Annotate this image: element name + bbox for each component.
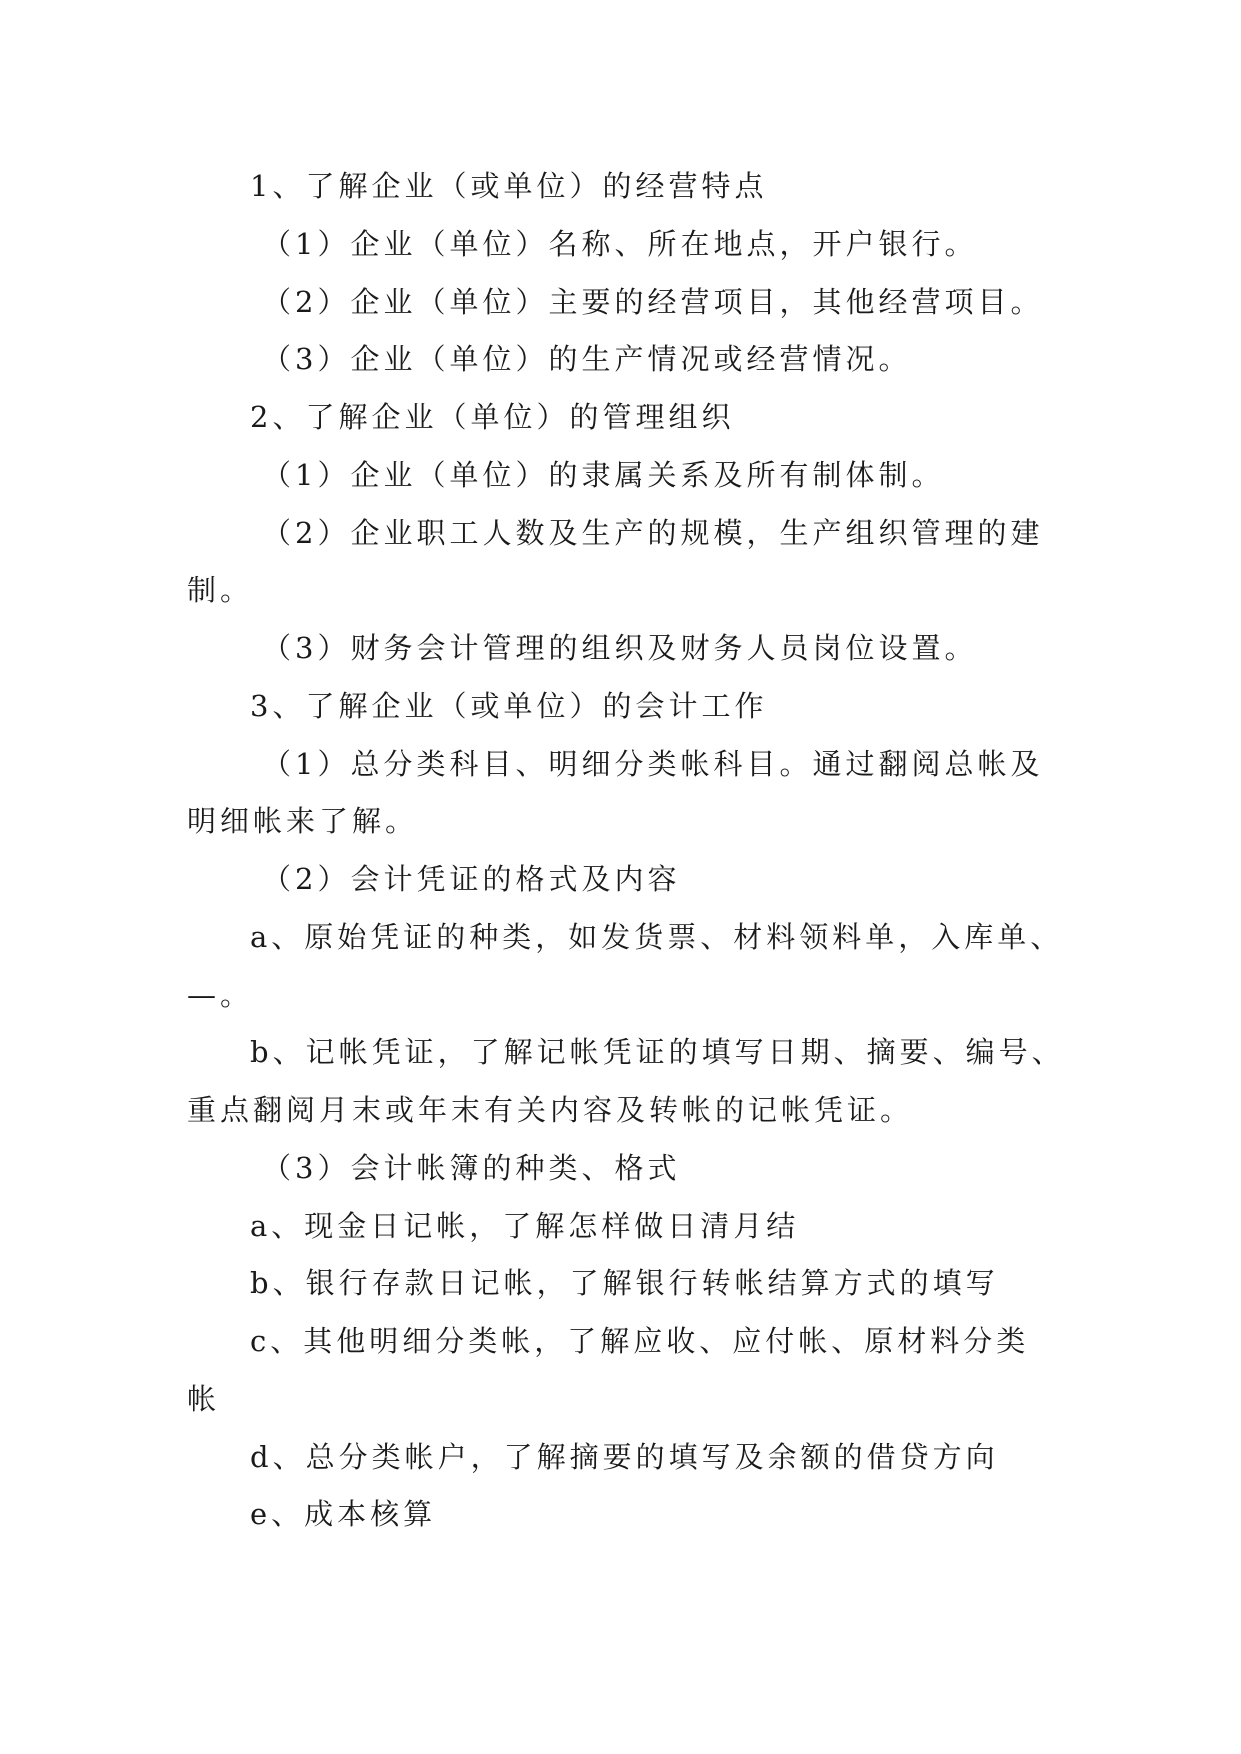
paragraph-line: 制。 — [187, 573, 254, 607]
paragraph-line: 明细帐来了解。 — [187, 804, 419, 838]
paragraph-line: c、其他明细分类帐，了解应收、应付帐、原材料分类 — [250, 1324, 1030, 1358]
paragraph-line: b、银行存款日记帐，了解银行转帐结算方式的填写 — [250, 1266, 999, 1300]
paragraph-line: b、记帐凭证，了解记帐凭证的填写日期、摘要、编号、 — [250, 1035, 1065, 1069]
paragraph-line: a、现金日记帐，了解怎样做日清月结 — [250, 1209, 800, 1243]
paragraph-line: （3）企业（单位）的生产情况或经营情况。 — [262, 342, 912, 376]
heading-3: 3、了解企业（或单位）的会计工作 — [250, 689, 768, 723]
paragraph-line: （2）企业（单位）主要的经营项目，其他经营项目。 — [262, 285, 1044, 319]
heading-1: 1、了解企业（或单位）的经营特点 — [250, 169, 768, 203]
paragraph-line: （1）企业（单位）的隶属关系及所有制体制。 — [262, 458, 945, 492]
paragraph-line: （3）财务会计管理的组织及财务人员岗位设置。 — [262, 631, 978, 665]
paragraph-line: d、总分类帐户，了解摘要的填写及余额的借贷方向 — [250, 1440, 999, 1474]
paragraph-line: （1）企业（单位）名称、所在地点，开户银行。 — [262, 227, 978, 261]
heading-2: 2、了解企业（单位）的管理组织 — [250, 400, 735, 434]
paragraph-line: （2）会计凭证的格式及内容 — [262, 862, 681, 896]
paragraph-line: 重点翻阅月末或年末有关内容及转帐的记帐凭证。 — [187, 1093, 914, 1127]
paragraph-line: （3）会计帐簿的种类、格式 — [262, 1151, 681, 1185]
paragraph-line: a、原始凭证的种类，如发货票、材料领料单，入库单、 — [250, 920, 1064, 954]
paragraph-line: e、成本核算 — [250, 1497, 437, 1531]
paragraph-line: （1）总分类科目、明细分类帐科目。通过翻阅总帐及 — [262, 747, 1044, 781]
paragraph-line: —。 — [187, 978, 254, 1012]
paragraph-line: （2）企业职工人数及生产的规模，生产组织管理的建 — [262, 516, 1044, 550]
paragraph-line: 帐 — [187, 1382, 221, 1416]
